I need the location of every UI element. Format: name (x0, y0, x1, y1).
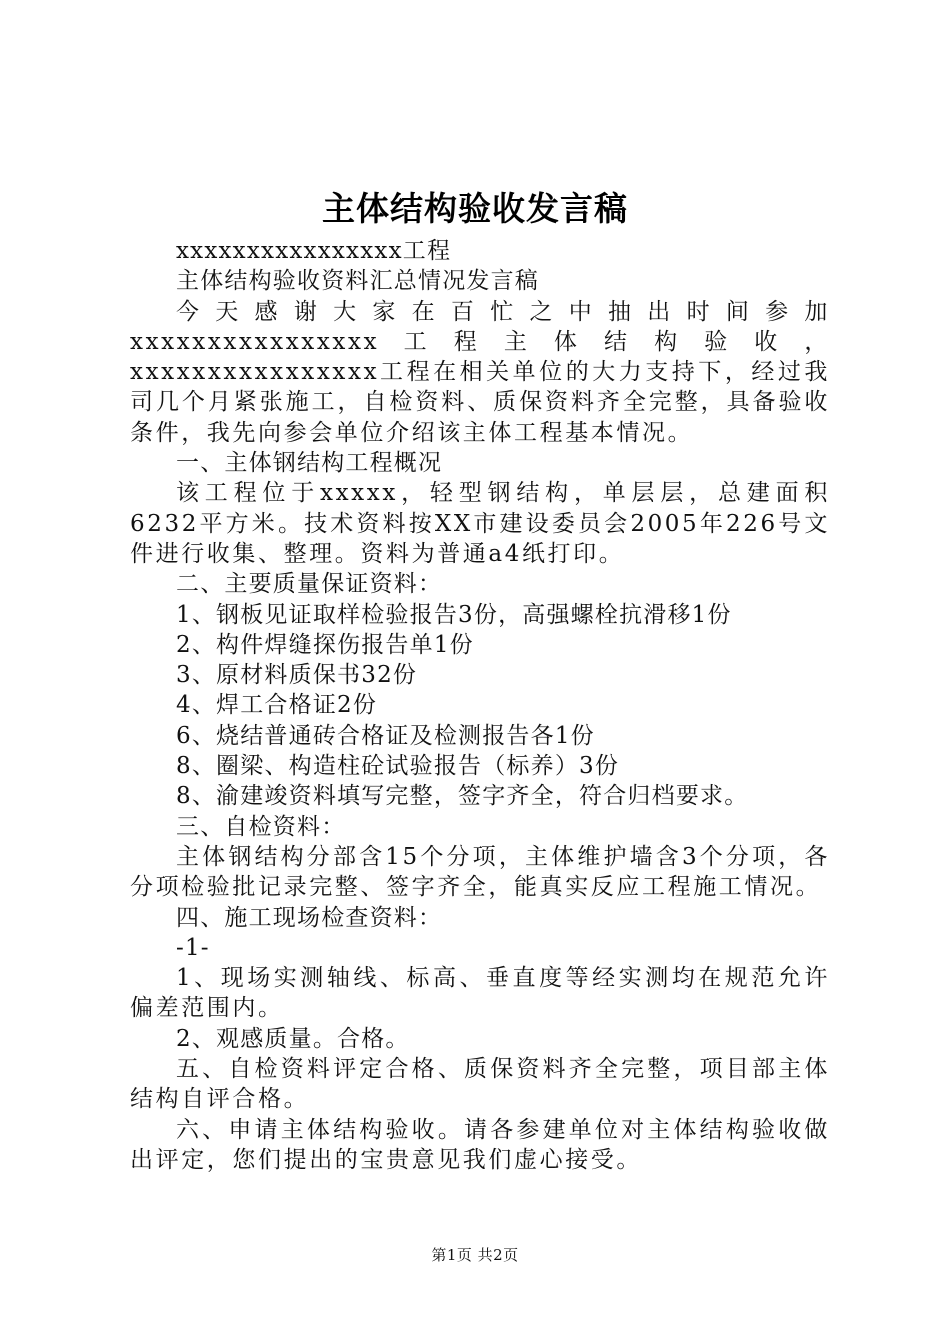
list-item: 1、现场实测轴线、标高、垂直度等经实测均在规范允许偏差范围内。 (130, 965, 830, 1022)
section-heading-2: 二、主要质量保证资料： (176, 571, 443, 598)
page-footer: 第1页 共2页 (431, 1246, 519, 1264)
section-heading-1: 一、主体钢结构工程概况 (176, 450, 443, 477)
project-name-line: xxxxxxxxxxxxxxxx工程 (176, 238, 452, 264)
list-item: 4、焊工合格证2份 (176, 692, 378, 719)
list-item: 1、钢板见证取样检验报告3份，高强螺栓抗滑移1份 (176, 601, 732, 628)
list-item: 3、原材料质保书32份 (176, 662, 418, 689)
list-item: 8、圈梁、构造柱砼试验报告（标养）3份 (176, 753, 620, 780)
section-heading-4: 四、施工现场检查资料： (176, 904, 443, 931)
section-heading-3: 三、自检资料： (176, 813, 346, 840)
overview-paragraph: 该工程位于xxxxx，轻型钢结构，单层层，总建面积6232平方米。技术资料按XX市建设委员会2005年226号文件进行收集、整理。资料为普通a4纸打印。 (130, 480, 830, 567)
intro-paragraph: 今天感谢大家在百忙之中抽出时间参加xxxxxxxxxxxxxxxx工程主体结构验收，xxxxxxxxxxxxxxxx工程在相关单位的大力支持下，经过我司几个月紧张施工，自检资料、质保资料齐全完整，具备验收条件，我先向参会单位介绍该主体工程基本情况。 (130, 298, 830, 446)
subtitle-line: 主体结构验收资料汇总情况发言稿 (176, 268, 539, 295)
list-item: 2、观感质量。合格。 (176, 1025, 410, 1052)
document-title: 主体结构验收发言稿 (322, 189, 628, 228)
document-body (130, 236, 830, 1175)
section-heading-6: 六、申请主体结构验收。请各参建单位对主体结构验收做出评定，您们提出的宝贵意见我们虚心接受。 (130, 1116, 830, 1173)
list-item: 2、构件焊缝探伤报告单1份 (176, 631, 474, 658)
section-heading-5: 五、自检资料评定合格、质保资料齐全完整，项目部主体结构自评合格。 (130, 1056, 830, 1113)
list-item: 8、渝建竣资料填写完整，签字齐全，符合归档要求。 (176, 783, 749, 810)
inline-page-marker: -1- (176, 934, 210, 961)
list-item: 6、烧结普通砖合格证及检测报告各1份 (176, 722, 595, 749)
self-check-paragraph: 主体钢结构分部含15个分项，主体维护墙含3个分项，各分项检验批记录完整、签字齐全，能真实反应工程施工情况。 (130, 843, 830, 901)
